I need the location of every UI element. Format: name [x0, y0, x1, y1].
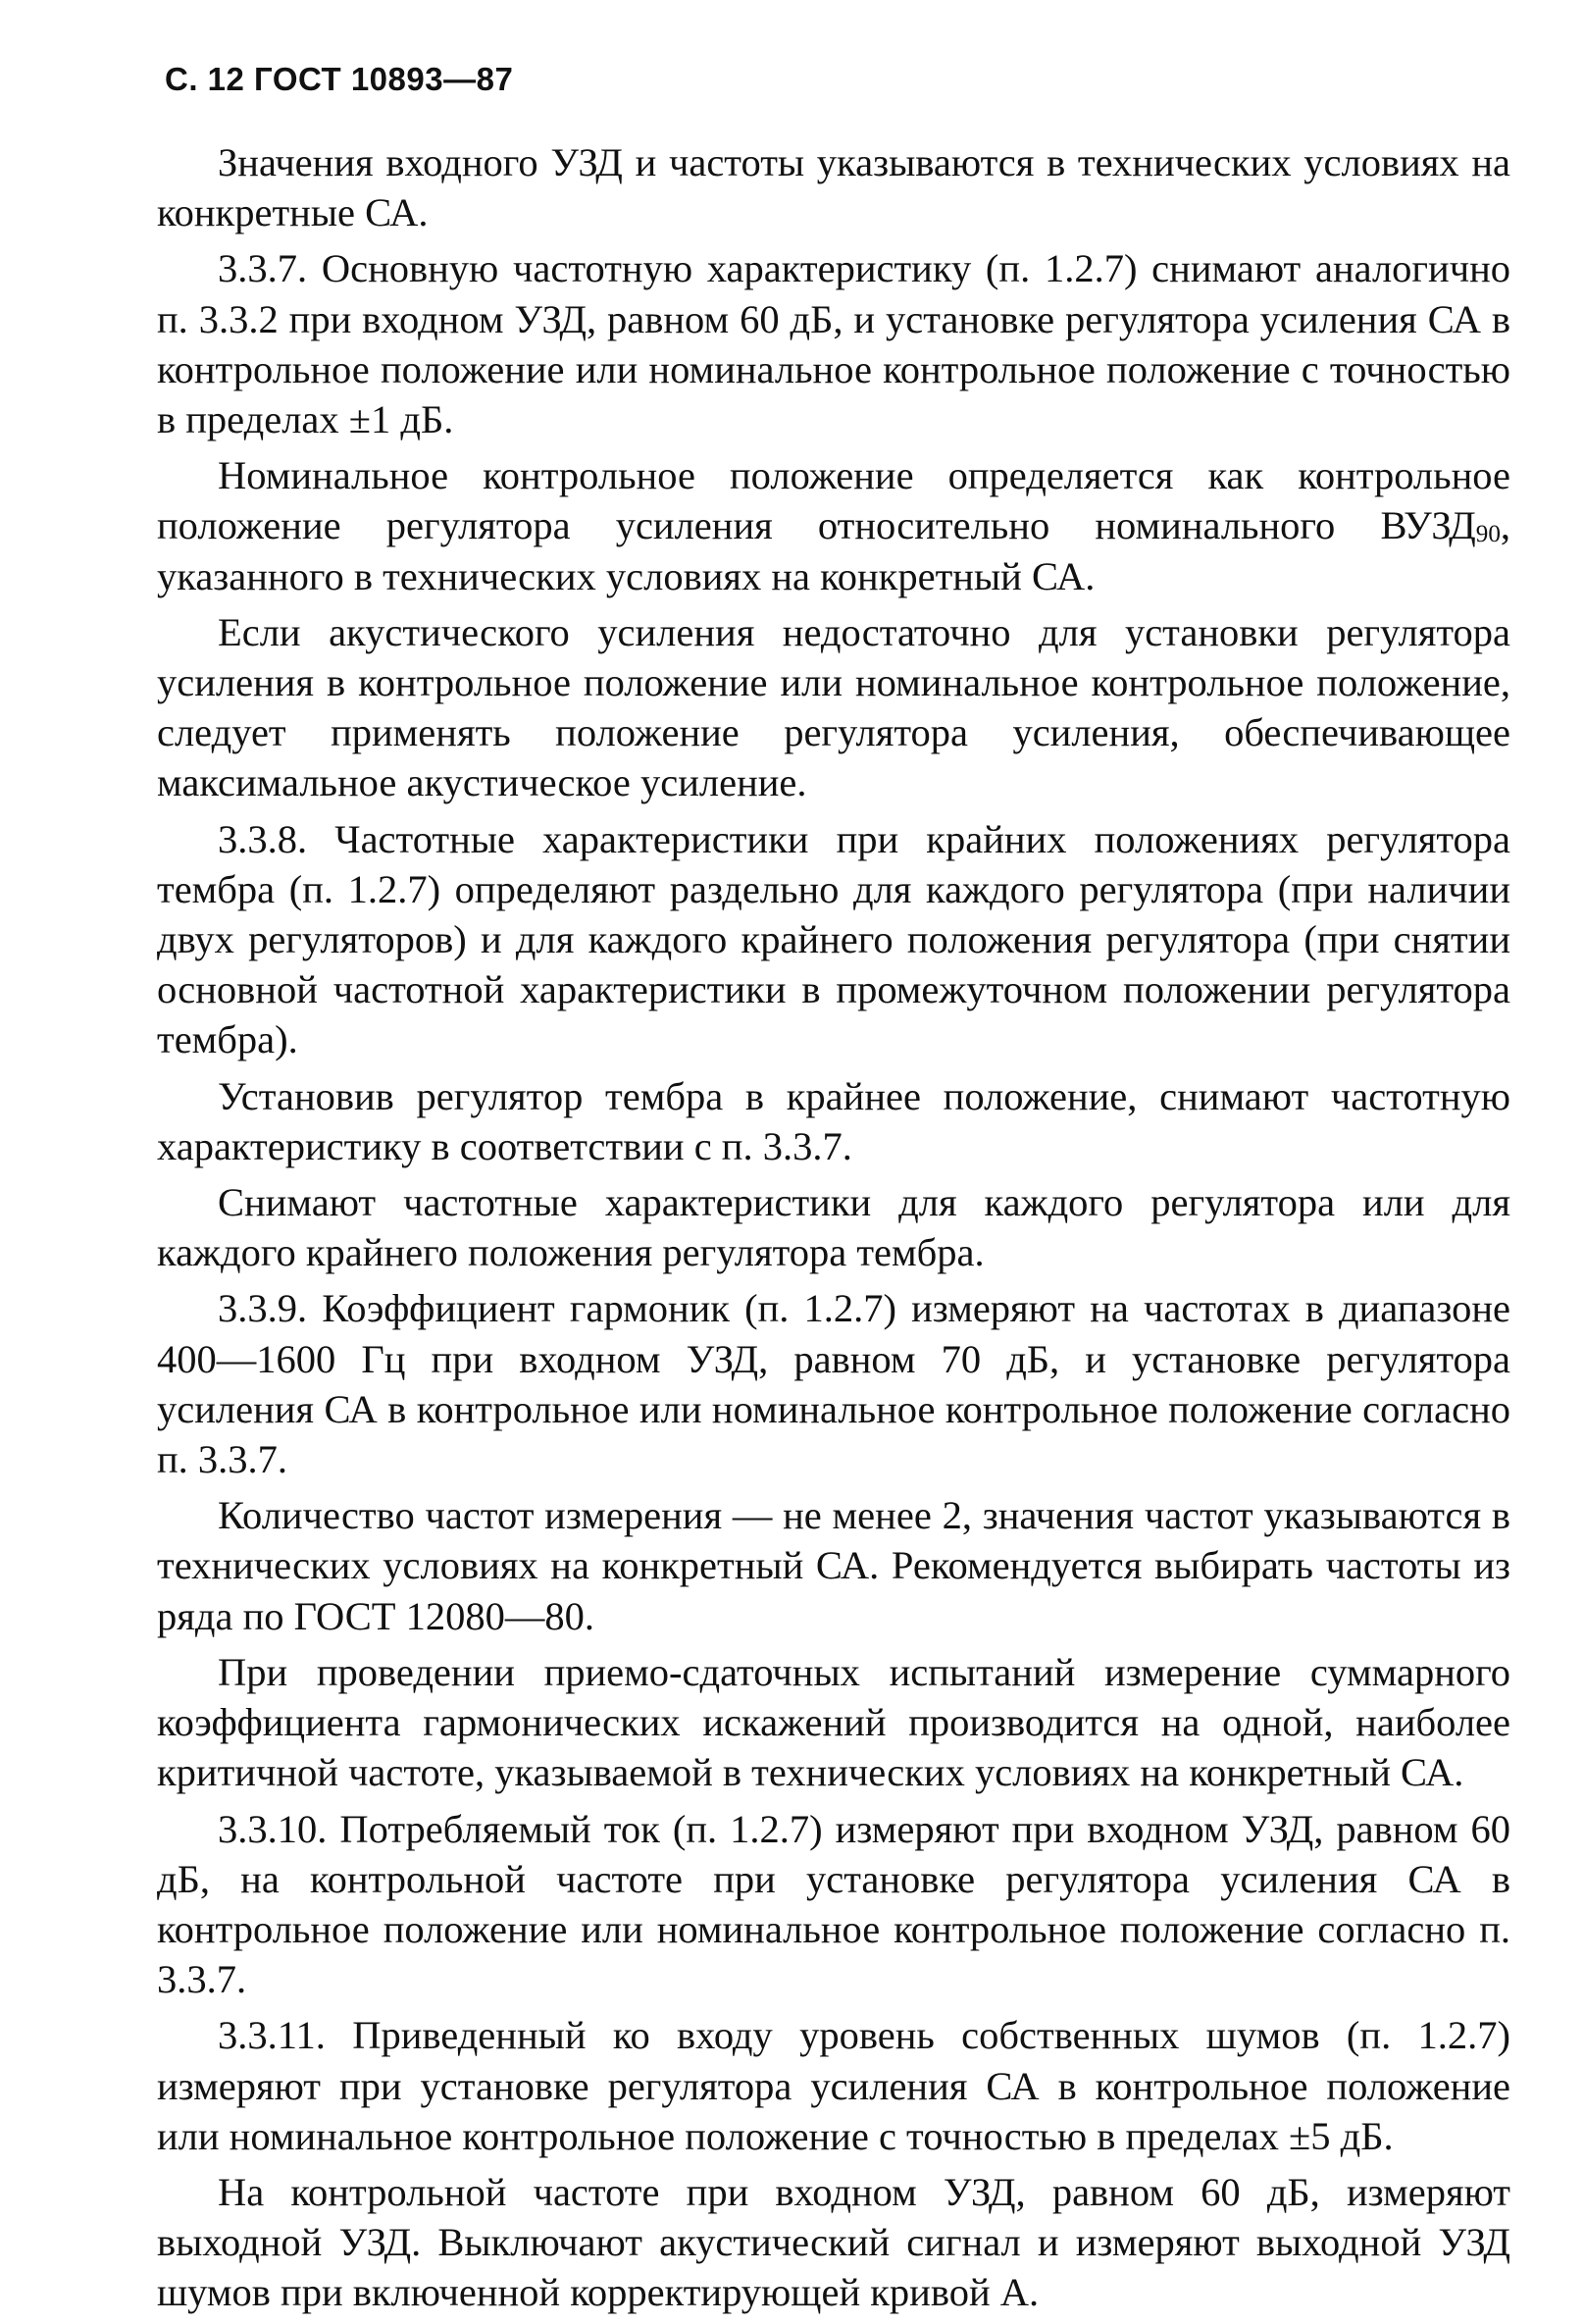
paragraph: Количество частот измерения — не менее 2, значения частот указываются в технических условиях на конкретный СА. Рекомендуется выбирать частоты из ряда по ГОСТ 12080—80.: [157, 1493, 1510, 1638]
paragraph-text: Номинальное контрольное положение определяется как контрольное положение регулятора усиления относительно номинального ВУЗД: [157, 453, 1510, 548]
body-text: [157, 137, 1510, 2324]
paragraph: 3.3.7. Основную частотную характеристику (п. 1.2.7) снимают аналогично п. 3.3.2 при входном УЗД, равном 60 дБ, и установке регулятора усиления СА в контрольное положение или номинальное контрольное положение с точностью в пределах ±1 дБ.: [157, 246, 1510, 442]
page-header: С. 12 ГОСТ 10893—87: [165, 61, 514, 97]
paragraph: 3.3.11. Приведенный ко входу уровень собственных шумов (п. 1.2.7) измеряют при установке регулятора усиления СА в контрольное положение или номинальное контрольное положение с точностью в пределах ±5 дБ.: [157, 2013, 1510, 2158]
subscript: 90: [1475, 521, 1501, 548]
paragraph-nominal-position: [157, 450, 1510, 601]
paragraph: 3.3.9. Коэффициент гармоник (п. 1.2.7) измеряют на частотах в диапазоне 400—1600 Гц при входном УЗД, равном 70 дБ, и установке регулятора усиления СА в контрольное или номинальное контрольное положение согласно п. 3.3.7.: [157, 1286, 1510, 1482]
paragraph: Значения входного УЗД и частоты указываются в технических условиях на конкретные СА.: [157, 140, 1510, 235]
paragraph: Снимают частотные характеристики для каждого регулятора или для каждого крайнего положения регулятора тембра.: [157, 1180, 1510, 1275]
paragraph: 3.3.8. Частотные характеристики при крайних положениях регулятора тембра (п. 1.2.7) определяют раздельно для каждого регулятора (при наличии двух регуляторов) и для каждого крайнего положения регулятора (при снятии основной частотной характеристики в промежуточном положении регулятора тембра).: [157, 816, 1510, 1062]
paragraph: 3.3.10. Потребляемый ток (п. 1.2.7) измеряют при входном УЗД, равном 60 дБ, на контрольной частоте при установке регулятора усиления СА в контрольное положение или номинальное контрольное положение согласно п. 3.3.7.: [157, 1806, 1510, 2002]
paragraph: На контрольной частоте при входном УЗД, равном 60 дБ, измеряют выходной УЗД. Выключают акустический сигнал и измеряют выходной УЗД шумов при включенной корректирующей кривой А.: [157, 2169, 1510, 2315]
paragraph: Если акустического усиления недостаточно для установки регулятора усиления в контрольное положение или номинальное контрольное положение, следует применять положение регулятора усиления, обеспечивающее максимальное акустическое усиление.: [157, 609, 1510, 805]
paragraph: При проведении приемо-сдаточных испытаний измерение суммарного коэффициента гармонических искажений производится на одной, наиболее критичной частоте, указываемой в технических условиях на конкретный СА.: [157, 1649, 1510, 1795]
paragraph-text-tail: , указанного в технических условиях на конкретный СА.: [157, 503, 1510, 598]
paragraph: Установив регулятор тембра в крайнее положение, снимают частотную характеристику в соответствии с п. 3.3.7.: [157, 1073, 1510, 1168]
